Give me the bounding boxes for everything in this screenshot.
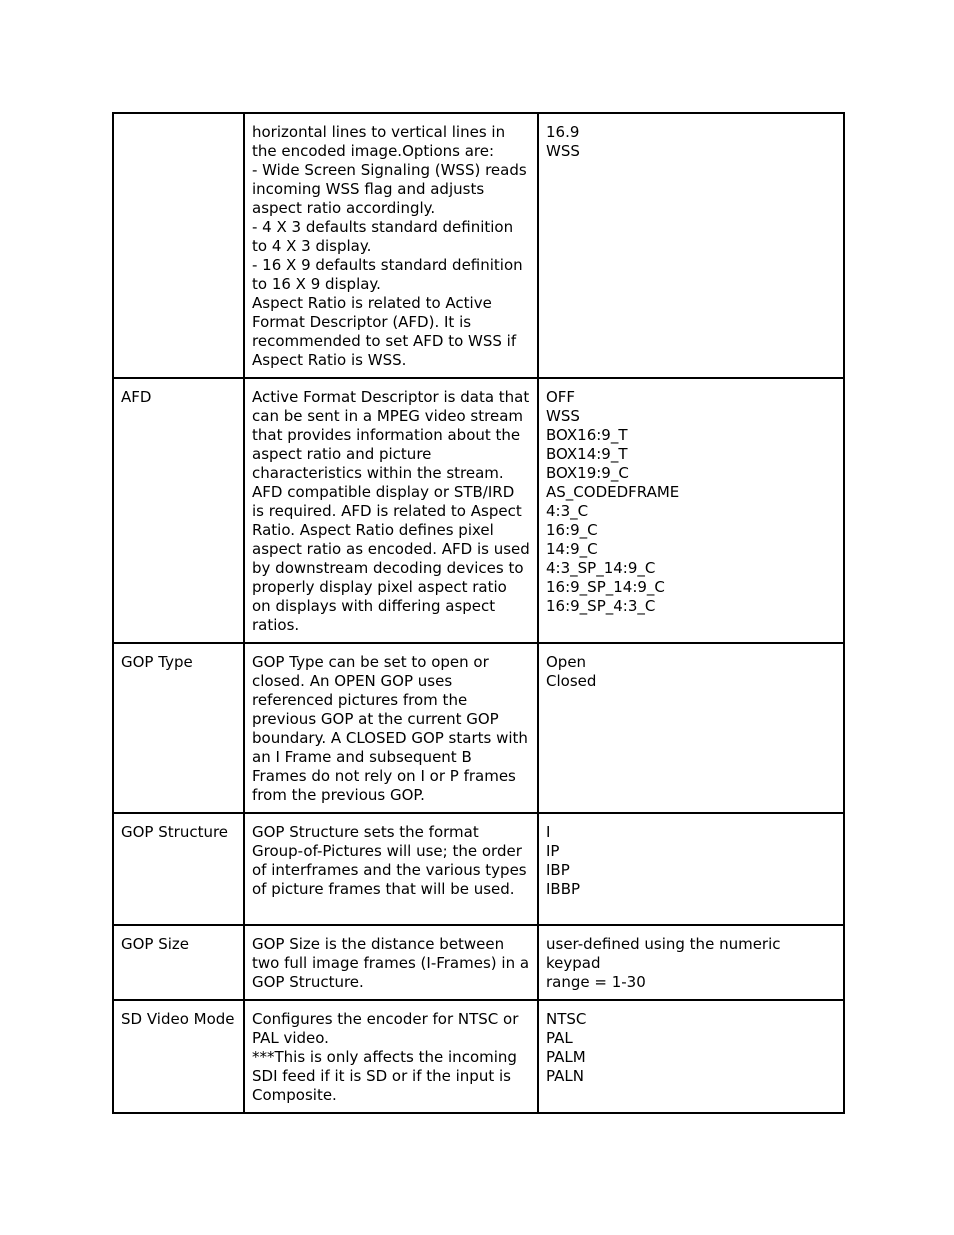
values-cell: 16.9 WSS [538,113,844,378]
values-cell: user-defined using the numeric keypad range = 1-30 [538,925,844,1000]
description-cell: Configures the encoder for NTSC or PAL video. ***This is only affects the incoming SDI feed if it is SD or if the input is Composite. [244,1000,538,1113]
table-row [113,643,844,813]
settings-table [112,112,845,1114]
setting-name-cell: SD Video Mode [113,1000,244,1113]
table-row [113,1000,844,1113]
setting-name-cell: AFD [113,378,244,643]
table-row [113,378,844,643]
values-cell: Open Closed [538,643,844,813]
table-row [113,925,844,1000]
description-cell: GOP Structure sets the format Group-of-Pictures will use; the order of interframes and the various types of picture frames that will be used. [244,813,538,925]
description-cell: GOP Size is the distance between two full image frames (I-Frames) in a GOP Structure. [244,925,538,1000]
description-cell: GOP Type can be set to open or closed. An OPEN GOP uses referenced pictures from the previous GOP at the current GOP boundary. A CLOSED GOP starts with an I Frame and subsequent B Frames do not rely on I or P frames from the previous GOP. [244,643,538,813]
values-cell: NTSC PAL PALM PALN [538,1000,844,1113]
description-cell: horizontal lines to vertical lines in the encoded image.Options are: - Wide Screen Signaling (WSS) reads incoming WSS flag and adjusts aspect ratio accordingly. - 4 X 3 defaults standard definition to 4 X 3 display. - 16 X 9 defaults standard definition to 16 X 9 display. Aspect Ratio is related to Active Format Descriptor (AFD). It is recommended to set AFD to WSS if Aspect Ratio is WSS. [244,113,538,378]
values-cell: OFF WSS BOX16:9_T BOX14:9_T BOX19:9_C AS_CODEDFRAME 4:3_C 16:9_C 14:9_C 4:3_SP_14:9_C 16:9_SP_14:9_C 16:9_SP_4:3_C [538,378,844,643]
setting-name-cell [113,113,244,378]
setting-name-cell: GOP Size [113,925,244,1000]
setting-name-cell: GOP Structure [113,813,244,925]
values-cell: I IP IBP IBBP [538,813,844,925]
table-row [113,813,844,925]
setting-name-cell: GOP Type [113,643,244,813]
description-cell: Active Format Descriptor is data that can be sent in a MPEG video stream that provides information about the aspect ratio and picture characteristics within the stream. AFD compatible display or STB/IRD is required. AFD is related to Aspect Ratio. Aspect Ratio defines pixel aspect ratio as encoded. AFD is used by downstream decoding devices to properly display pixel aspect ratio on displays with differing aspect ratios. [244,378,538,643]
table-row [113,113,844,378]
